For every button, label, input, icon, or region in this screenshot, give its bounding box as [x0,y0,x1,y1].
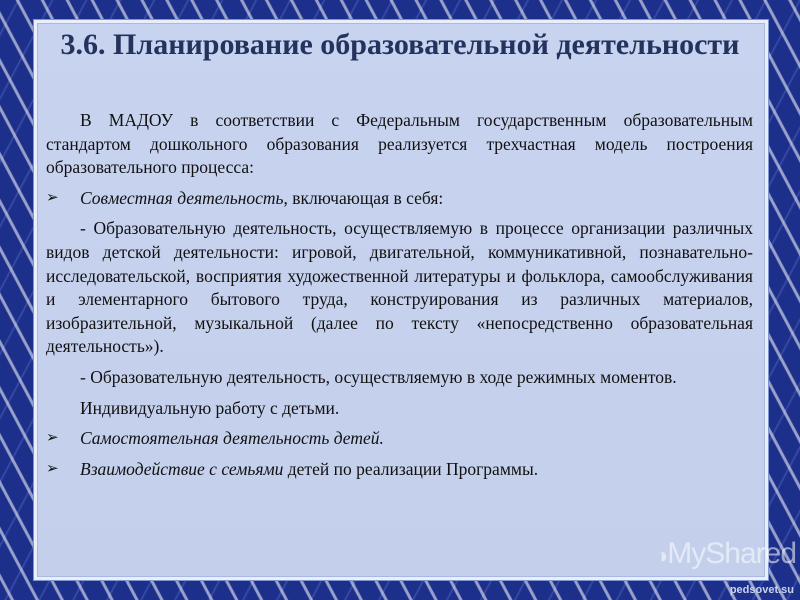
myshared-watermark [655,537,796,571]
arrow-bullet-icon: ➢ [46,460,59,477]
paragraph-routine-moments: - Образовательную деятельность, осуществляемую в ходе режимных моментов. [80,366,677,387]
bullet-emphasis: Взаимодействие с семьями [80,458,284,479]
bullet-emphasis: Самостоятельная деятельность детей. [80,428,384,449]
bullet-text [80,458,753,482]
slide-title: 3.6. Планирование образовательной деятельности [60,28,740,61]
bullet-rest: детей по реализации Программы. [283,458,539,479]
watermark-logo-icon: ◑ [655,543,668,568]
site-credit[interactable]: pedsovet.su [729,584,794,596]
arrow-bullet-icon: ➢ [46,430,59,447]
intro-paragraph: В МАДОУ в соответствии с Федеральным государственным образовательным стандартом дошкольного образования реализуется трехчастная модель построения образовательного процесса: [46,110,753,178]
bullet-joint-activity [46,187,753,211]
bullet-family-interaction [46,458,753,482]
arrow-bullet-icon: ➢ [46,189,59,206]
slide-content [46,109,753,488]
bullet-text [80,187,753,211]
paragraph-individual-work: Индивидуальную работу с детьми. [80,397,340,418]
bullet-emphasis: Совместная деятельность [80,187,284,208]
bullet-independent-activity [46,427,753,451]
paragraph-direct-education: - Образовательную деятельность, осуществляемую в процессе организации различных видов детской деятельности: игровой, двигательной, коммуникативной, познавательно-исследовательской, восприятия художественной литературы и фольклора, самообслуживания и элементарного бытового труда, конструирования из различных материалов, изобразительной, музыкальной (далее по тексту «непосредственно образовательная деятельность»). [46,218,753,357]
watermark-brand: MyShared [667,537,797,570]
bullet-rest: , включающая в себя: [283,187,444,208]
